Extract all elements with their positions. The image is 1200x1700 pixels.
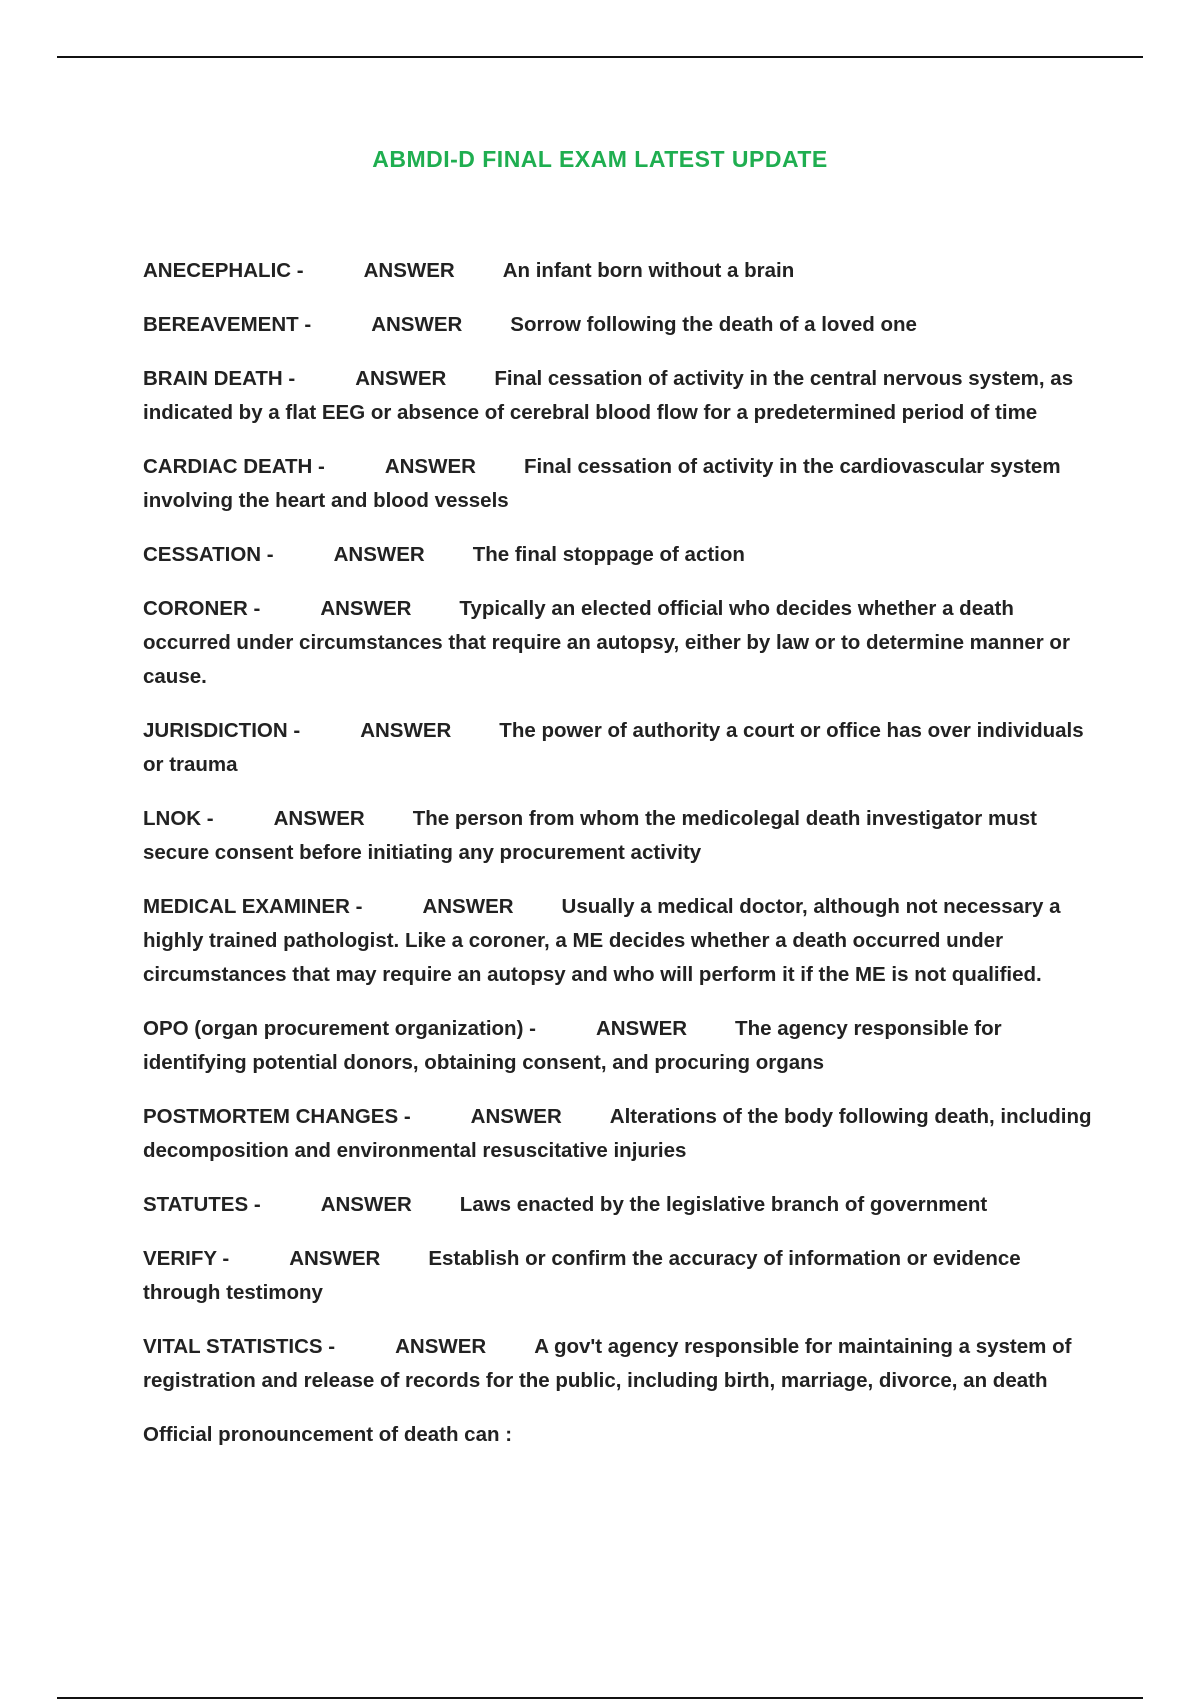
glossary-entry [143,450,1093,518]
entry-definition: An infant born without a brain [502,259,795,282]
entry-term: OPO (organ procurement organization) - [143,1017,536,1040]
glossary-entry [143,802,1093,870]
bottom-rule [57,1697,1143,1699]
glossary-entry [143,308,1093,342]
entry-definition: The power of authority a court or office has over individuals or trauma [143,719,1084,776]
glossary-entry [143,592,1093,694]
entry-definition: Usually a medical doctor, although not necessary a highly trained pathologist. Like a coroner, a ME decides whether a death occurred under circumstances that may require an autopsy and who will perform it if the ME is not qualified. [143,895,1061,986]
answer-label: ANSWER [289,1247,381,1270]
entry-definition: Final cessation of activity in the central nervous system, as indicated by a flat EEG or absence of cerebral blood flow for a predetermined period of time [143,367,1074,424]
entry-term: CARDIAC DEATH - [143,455,325,478]
glossary-entry [143,714,1093,782]
glossary-entry [143,890,1093,992]
entry-definition: Laws enacted by the legislative branch of government [459,1193,988,1216]
glossary-list [143,254,1093,1472]
glossary-entry [143,538,1093,572]
entry-term: STATUTES - [143,1193,261,1216]
entry-definition: The final stoppage of action [472,543,745,566]
answer-label: ANSWER [470,1105,562,1128]
entry-term: CESSATION - [143,543,274,566]
answer-label: ANSWER [395,1335,487,1358]
glossary-entry [143,254,1093,288]
entry-term: ANECEPHALIC - [143,259,304,282]
top-rule [57,56,1143,58]
trailing-question: Official pronouncement of death can : [143,1423,513,1446]
answer-label: ANSWER [333,543,425,566]
entry-definition: Establish or confirm the accuracy of information or evidence through testimony [143,1247,1021,1304]
entry-definition: The person from whom the medicolegal death investigator must secure consent before initiating any procurement activity [143,807,1037,864]
entry-term: BEREAVEMENT - [143,313,312,336]
glossary-entry [143,1330,1093,1398]
entry-term: LNOK - [143,807,214,830]
entry-definition: Final cessation of activity in the cardiovascular system involving the heart and blood vessels [143,455,1061,512]
answer-label: ANSWER [363,259,455,282]
entry-term: CORONER - [143,597,261,620]
entry-definition: A gov't agency responsible for maintaining a system of registration and release of records for the public, including birth, marriage, divorce, an death [143,1335,1072,1392]
answer-label: ANSWER [371,313,463,336]
entry-term: VITAL STATISTICS - [143,1335,336,1358]
answer-label: ANSWER [320,1193,412,1216]
entry-term: VERIFY - [143,1247,230,1270]
answer-label: ANSWER [384,455,476,478]
page-title: ABMDI-D FINAL EXAM LATEST UPDATE [372,146,828,172]
answer-label: ANSWER [273,807,365,830]
glossary-entry [143,362,1093,430]
answer-label: ANSWER [320,597,412,620]
entry-definition: Typically an elected official who decides whether a death occurred under circumstances that require an autopsy, either by law or to determine manner or cause. [143,597,1070,688]
entry-term: BRAIN DEATH - [143,367,296,390]
glossary-entry [143,1100,1093,1168]
entry-definition: The agency responsible for identifying potential donors, obtaining consent, and procuring organs [143,1017,1002,1074]
glossary-entry [143,1188,1093,1222]
entry-term: POSTMORTEM CHANGES - [143,1105,411,1128]
glossary-entry [143,1012,1093,1080]
glossary-entry [143,1242,1093,1310]
answer-label: ANSWER [360,719,452,742]
answer-label: ANSWER [595,1017,688,1040]
entry-definition: Sorrow following the death of a loved one [510,313,917,336]
answer-label: ANSWER [422,895,514,918]
entry-definition: Alterations of the body following death, including decomposition and environmental resuscitative injuries [143,1105,1092,1162]
entry-term: JURISDICTION - [143,719,301,742]
answer-label: ANSWER [355,367,447,390]
entry-term: MEDICAL EXAMINER - [143,895,363,918]
